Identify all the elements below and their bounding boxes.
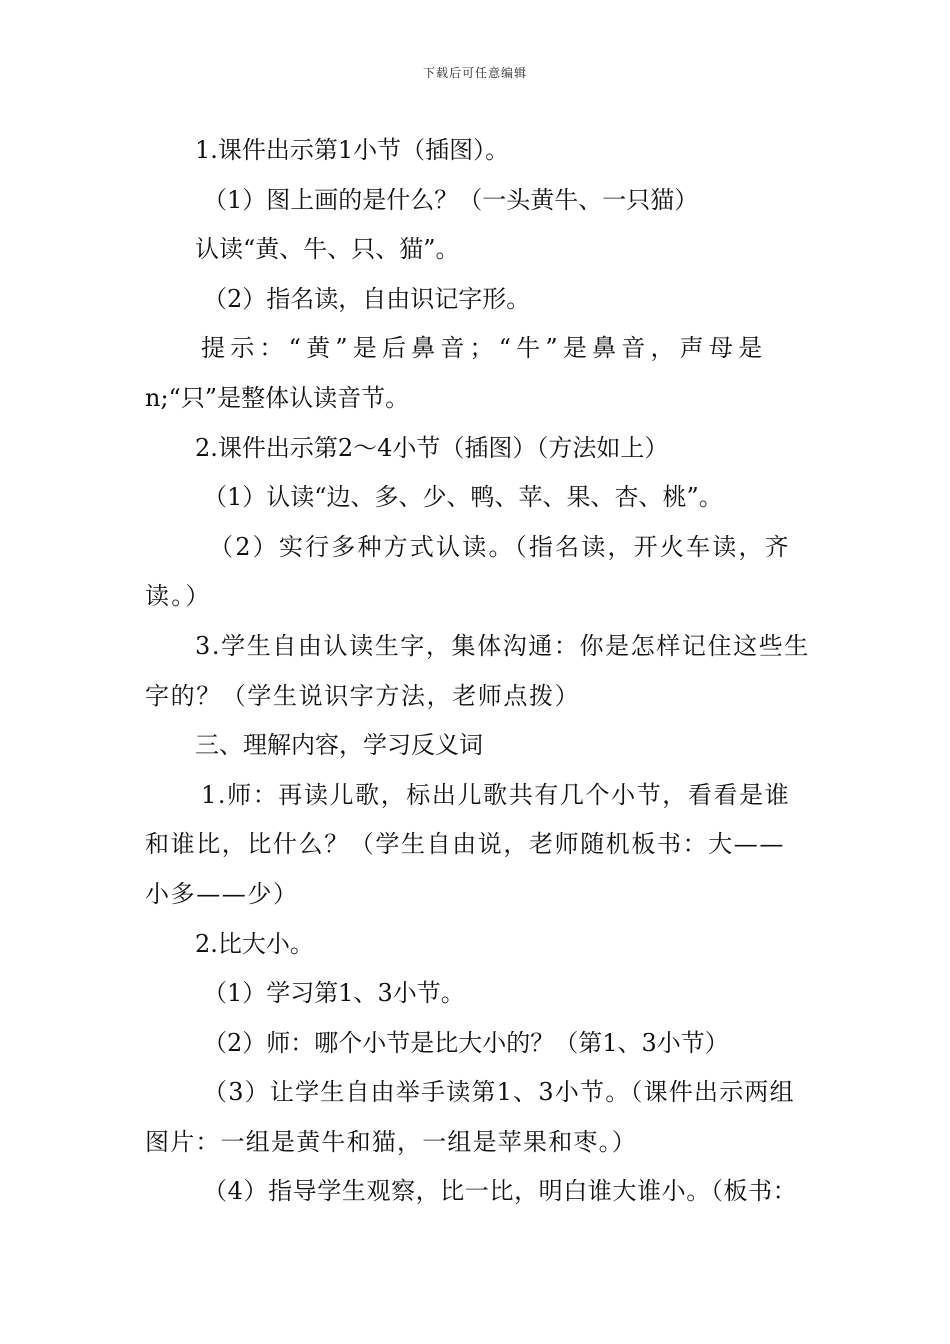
paragraph-8: （1）认读“边、多、少、鸭、苹、果、杏、桃”。 bbox=[203, 483, 723, 512]
paragraph-7: 2.课件出示第2～4小节（插图）（方法如上） bbox=[195, 433, 669, 462]
paragraph-6: n;“只”是整体认读音节。 bbox=[145, 383, 410, 412]
paragraph-12: 1.师：再读儿歌，标出儿歌共有几个小节，看看是谁和谁比，比什么？（学生自由说，老师随机板书：大——小多——少） bbox=[145, 780, 791, 908]
paragraph-17: （4）指导学生观察，比一比，明白谁大谁小。（板书： bbox=[203, 1177, 798, 1206]
paragraph-3: 认读“黄、牛、只、猫”。 bbox=[195, 235, 460, 264]
paragraph-10: 3.学生自由认读生字，集体沟通：你是怎样记住这些生字的？（学生说识字方法，老师点拨） bbox=[145, 631, 810, 710]
document-body bbox=[145, 126, 810, 1217]
paragraph-11: 三、理解内容，学习反义词 bbox=[195, 731, 483, 760]
paragraph-13: 2.比大小。 bbox=[195, 929, 314, 958]
paragraph-2: （1）图上画的是什么？（一头黄牛、一只猫） bbox=[203, 185, 699, 214]
page-header: 下载后可任意编辑 bbox=[422, 66, 527, 80]
paragraph-5: 提示：“黄”是后鼻音；“牛”是鼻音，声母是 bbox=[201, 334, 768, 363]
paragraph-1: 1.课件出示第1小节（插图）。 bbox=[195, 136, 510, 164]
paragraph-16: （3）让学生自由举手读第1、3小节。（课件出示两组图片：一组是黄牛和猫，一组是苹果和枣。） bbox=[145, 1078, 795, 1156]
paragraph-15: （2）师：哪个小节是比大小的？（第1、3小节） bbox=[203, 1028, 729, 1057]
paragraph-4: （2）指名读，自由识记字形。 bbox=[203, 284, 531, 313]
paragraph-14: （1）学习第1、3小节。 bbox=[203, 979, 465, 1008]
paragraph-9: （2）实行多种方式认读。（指名读，开火车读，齐读。） bbox=[145, 532, 791, 611]
